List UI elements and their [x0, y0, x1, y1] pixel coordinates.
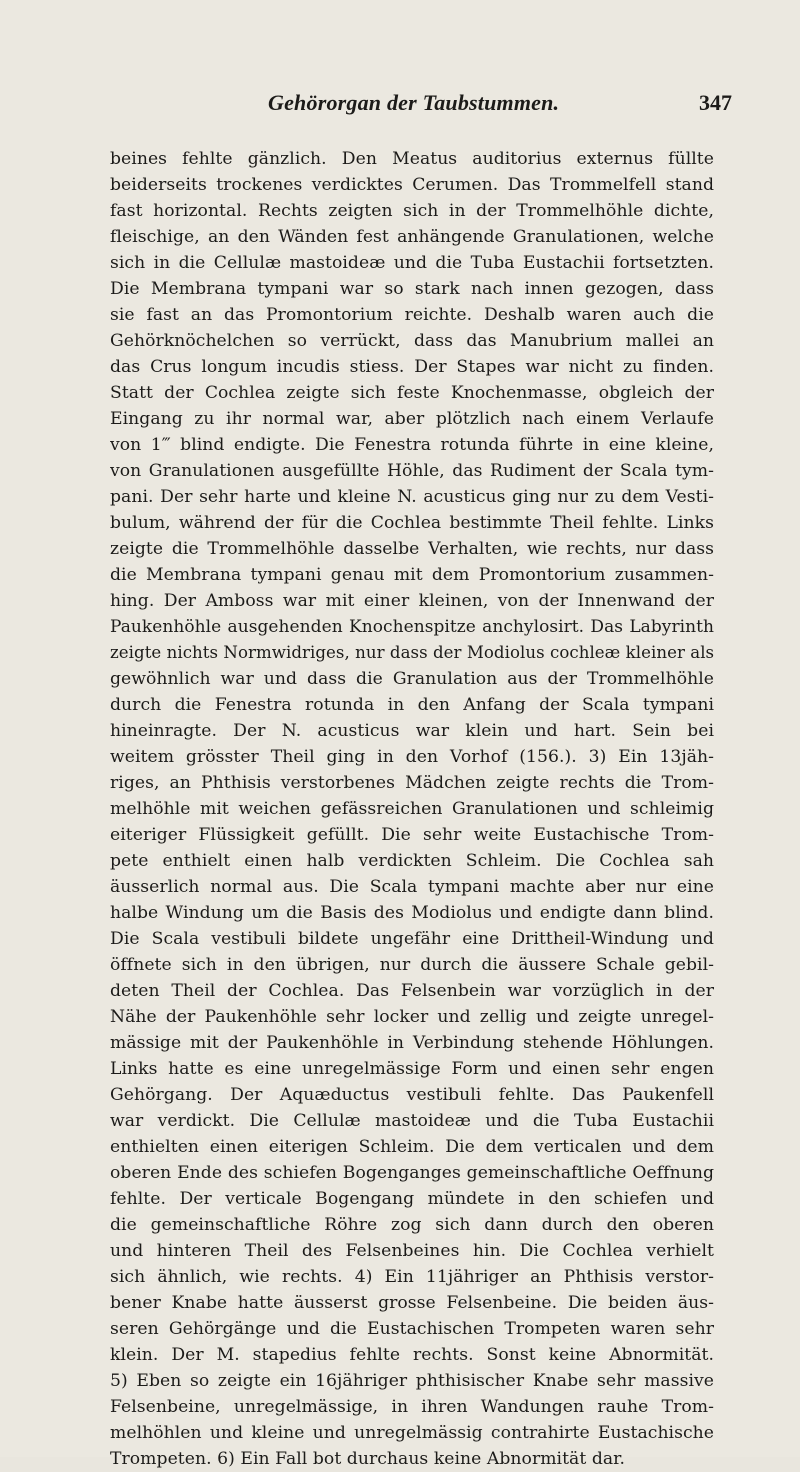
text-line: sie fast an das Promontorium reichte. Deshalb waren auch die — [110, 305, 714, 325]
running-title: Gehörorgan der Taubstummen. — [268, 90, 560, 115]
text-line: Gehörknöchelchen so verrückt, dass das Manubrium mallei an — [110, 331, 714, 351]
text-line: Nähe der Paukenhöhle sehr locker und zellig und zeigte unregel- — [110, 1007, 714, 1027]
text-line: zeigte die Trommelhöhle dasselbe Verhalten, wie rechts, nur dass — [110, 539, 714, 559]
text-line: beines fehlte gänzlich. Den Meatus auditorius externus füllte — [110, 149, 714, 169]
text-line: bulum, während der für die Cochlea bestimmte Theil fehlte. Links — [110, 513, 714, 533]
text-line: seren Gehörgänge und die Eustachischen Trompeten waren sehr — [110, 1319, 714, 1339]
text-line: äusserlich normal aus. Die Scala tympani machte aber nur eine — [110, 877, 714, 897]
text-line: mässige mit der Paukenhöhle in Verbindung stehende Höhlungen. — [110, 1033, 714, 1053]
text-line: Die Scala vestibuli bildete ungefähr eine Drittheil-Windung und — [110, 929, 714, 949]
text-line: Felsenbeine, unregelmässige, in ihren Wandungen rauhe Trom- — [110, 1397, 714, 1417]
text-line: von Granulationen ausgefüllte Höhle, das Rudiment der Scala tym- — [110, 461, 714, 481]
text-line: Gehörgang. Der Aquæductus vestibuli fehlte. Das Paukenfell — [110, 1085, 714, 1105]
text-line: weitem grösster Theil ging in den Vorhof (156.). 3) Ein 13jäh- — [110, 747, 714, 767]
text-line: die Membrana tympani genau mit dem Promontorium zusammen- — [110, 565, 714, 585]
text-line: sich in die Cellulæ mastoideæ und die Tuba Eustachii fortsetzten. — [110, 253, 714, 273]
text-line: Eingang zu ihr normal war, aber plötzlich nach einem Verlaufe — [110, 409, 714, 429]
text-line: und hinteren Theil des Felsenbeines hin. Die Cochlea verhielt — [110, 1241, 714, 1261]
text-line: das Crus longum incudis stiess. Der Stapes war nicht zu finden. — [110, 357, 714, 377]
text-line: sich ähnlich, wie rechts. 4) Ein 11jähriger an Phthisis verstor- — [110, 1267, 714, 1287]
text-line: klein. Der M. stapedius fehlte rechts. Sonst keine Abnormität. — [110, 1345, 714, 1365]
text-line: 5) Eben so zeigte ein 16jähriger phthisischer Knabe sehr massive — [110, 1371, 714, 1391]
text-line: beiderseits trockenes verdicktes Cerumen. Das Trommelfell stand — [110, 175, 714, 195]
text-line: war verdickt. Die Cellulæ mastoideæ und die Tuba Eustachii — [110, 1111, 714, 1131]
body-text — [110, 146, 714, 1472]
text-line: Trompeten. 6) Ein Fall bot durchaus keine Abnormität dar. — [110, 1449, 626, 1469]
text-line: die gemeinschaftliche Röhre zog sich dann durch den oberen — [110, 1215, 714, 1235]
text-line: Links hatte es eine unregelmässige Form und einen sehr engen — [110, 1059, 714, 1079]
text-line: Statt der Cochlea zeigte sich feste Knochenmasse, obgleich der — [110, 383, 714, 403]
text-line: melhöhlen und kleine und unregelmässig contrahirte Eustachische — [110, 1423, 714, 1443]
text-line: fleischige, an den Wänden fest anhängende Granulationen, welche — [110, 227, 714, 247]
text-line: Paukenhöhle ausgehenden Knochenspitze anchylosirt. Das Labyrinth — [110, 617, 714, 637]
text-line: halbe Windung um die Basis des Modiolus und endigte dann blind. — [110, 903, 714, 923]
text-line: pani. Der sehr harte und kleine N. acusticus ging nur zu dem Vesti- — [110, 487, 714, 507]
text-line: deten Theil der Cochlea. Das Felsenbein war vorzüglich in der — [110, 981, 714, 1001]
text-line: gewöhnlich war und dass die Granulation aus der Trommelhöhle — [110, 669, 714, 689]
text-line: eiteriger Flüssigkeit gefüllt. Die sehr weite Eustachische Trom- — [110, 825, 714, 845]
text-line: öffnete sich in den übrigen, nur durch die äussere Schale gebil- — [110, 955, 714, 975]
page-number: 347 — [699, 90, 732, 115]
text-line: melhöhle mit weichen gefässreichen Granulationen und schleimig — [110, 799, 714, 819]
text-line: pete enthielt einen halb verdickten Schleim. Die Cochlea sah — [110, 851, 714, 871]
text-line: hineinragte. Der N. acusticus war klein und hart. Sein bei — [110, 721, 714, 741]
running-head — [138, 90, 732, 120]
text-line: enthielten einen eiterigen Schleim. Die dem verticalen und dem — [110, 1137, 714, 1157]
text-line: von 1‴ blind endigte. Die Fenestra rotunda führte in eine kleine, — [110, 435, 714, 455]
text-line: Die Membrana tympani war so stark nach innen gezogen, dass — [110, 279, 714, 299]
text-line: oberen Ende des schiefen Bogenganges gemeinschaftliche Oeffnung — [110, 1163, 714, 1183]
text-line: fehlte. Der verticale Bogengang mündete in den schiefen und — [110, 1189, 714, 1209]
text-line: fast horizontal. Rechts zeigten sich in der Trommelhöhle dichte, — [110, 201, 714, 221]
text-line: durch die Fenestra rotunda in den Anfang der Scala tympani — [110, 695, 714, 715]
text-line: zeigte nichts Normwidriges, nur dass der Modiolus cochleæ kleiner als — [110, 643, 714, 662]
text-line: hing. Der Amboss war mit einer kleinen, von der Innenwand der — [110, 591, 714, 611]
text-line: bener Knabe hatte äusserst grosse Felsenbeine. Die beiden äus- — [110, 1293, 714, 1313]
text-line: riges, an Phthisis verstorbenes Mädchen zeigte rechts die Trom- — [110, 773, 714, 793]
